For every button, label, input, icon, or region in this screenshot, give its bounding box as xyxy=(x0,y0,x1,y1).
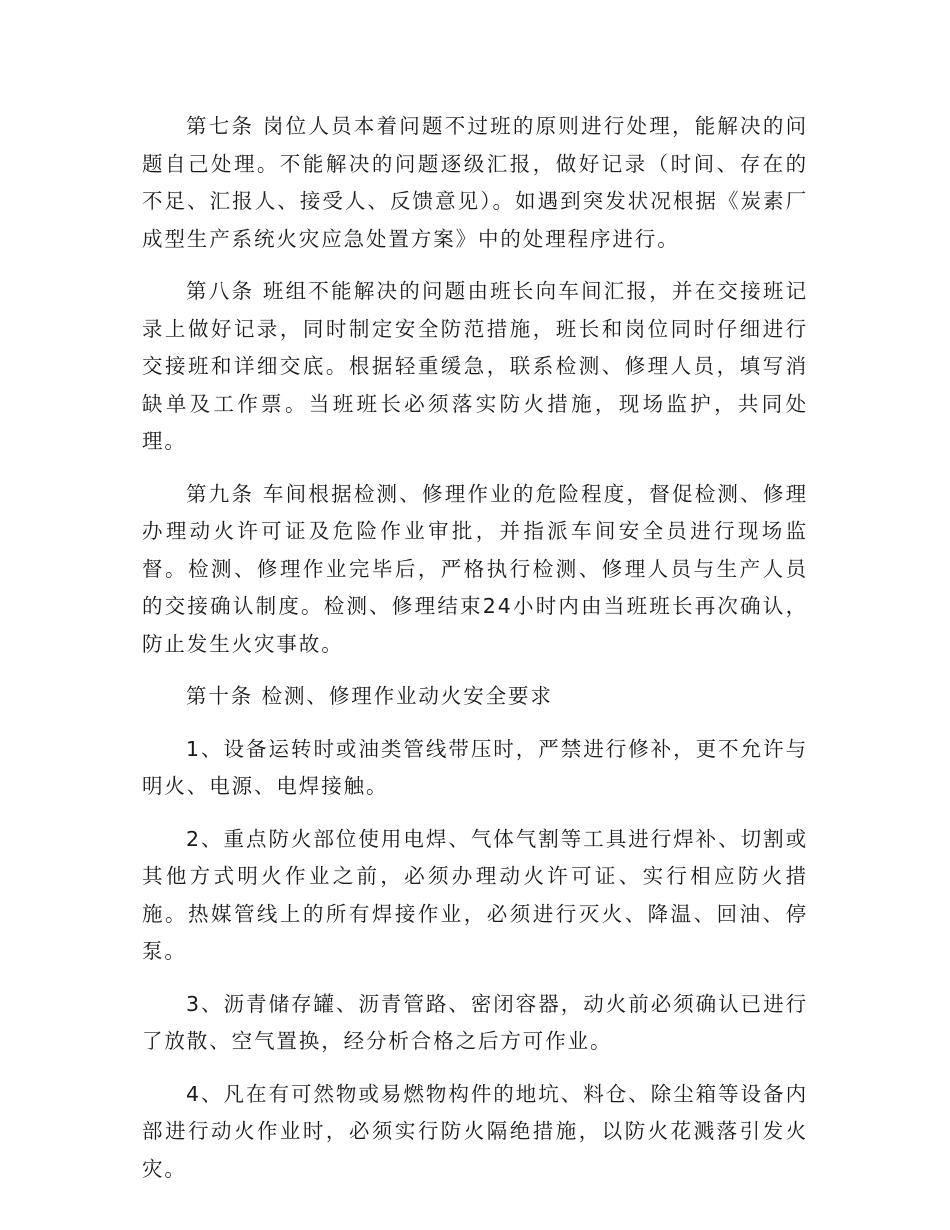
article-8-paragraph: 第八条 班组不能解决的问题由班长向车间汇报，并在交接班记录上做好记录，同时制定安全防范措施，班长和岗位同时仔细进行交接班和详细交底。根据轻重缓急，联系检测、修理人员，填写消缺单及工作票。当班班长必须落实防火措施，现场监护，共同处理。 xyxy=(142,279,808,453)
article-9-paragraph: 第九条 车间根据检测、修理作业的危险程度，督促检测、修理办理动火许可证及危险作业审批，并指派车间安全员进行现场监督。检测、修理作业完毕后，严格执行检测、修理人员与生产人员的交接确认制度。检测、修理结束24小时内由当班班长再次确认，防止发生火灾事故。 xyxy=(142,481,808,656)
requirement-1-paragraph: 1、设备运转时或油类管线带压时，严禁进行修补，更不允许与明火、电源、电焊接触。 xyxy=(142,736,808,798)
article-10-heading: 第十条 检测、修理作业动火安全要求 xyxy=(186,684,553,708)
requirement-3-paragraph: 3、沥青储存罐、沥青管路、密闭容器，动火前必须确认已进行了放散、空气置换，经分析合格之后方可作业。 xyxy=(142,991,808,1053)
article-7-paragraph: 第七条 岗位人员本着问题不过班的原则进行处理，能解决的问题自己处理。不能解决的问题逐级汇报，做好记录（时间、存在的不足、汇报人、接受人、反馈意见）。如遇到突发状况根据《炭素厂成型生产系统火灾应急处置方案》中的处理程序进行。 xyxy=(142,114,808,251)
requirement-4-paragraph: 4、凡在有可然物或易燃物构件的地坑、料仓、除尘箱等设备内部进行动火作业时，必须实行防火隔绝措施，以防火花溅落引发火灾。 xyxy=(142,1081,808,1181)
requirement-2-paragraph: 2、重点防火部位使用电焊、气体气割等工具进行焊补、切割或其他方式明火作业之前，必须办理动火许可证、实行相应防火措施。热媒管线上的所有焊接作业，必须进行灭火、降温、回油、停泵。 xyxy=(142,826,808,963)
document-body xyxy=(142,108,808,1188)
